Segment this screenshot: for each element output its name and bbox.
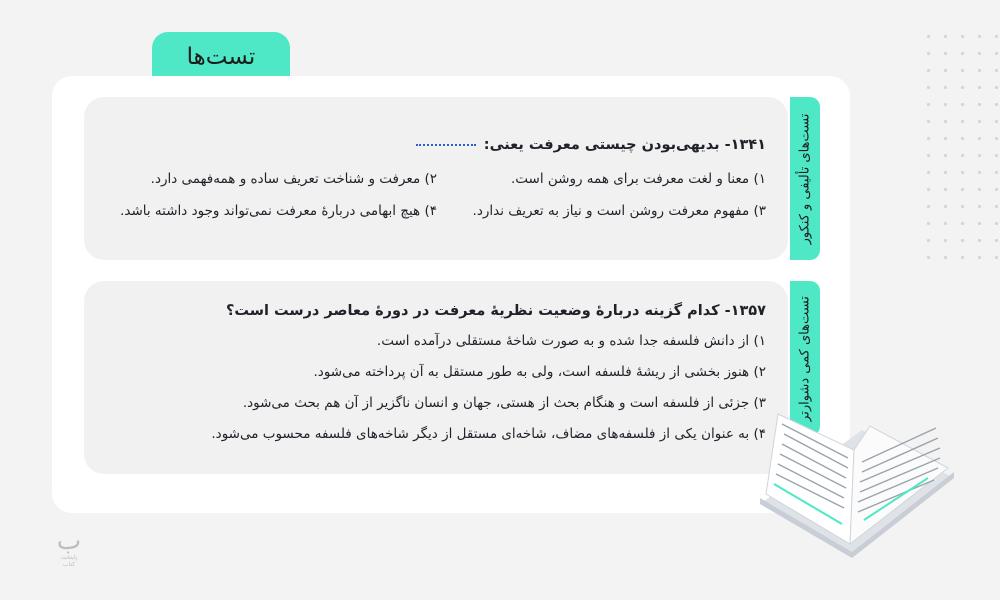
- publisher-logo-icon: ب: [56, 526, 82, 556]
- option-1-2: ۲) معرفت و شناخت تعریف ساده و همه‌فهمی دارد.: [150, 171, 437, 187]
- publisher-logo-text: پایتخت کتاب: [60, 554, 78, 568]
- question-panel-1: [84, 97, 788, 260]
- publisher-logo: [54, 528, 84, 568]
- side-tab-label: تست‌های کمی دشوارتر: [797, 295, 813, 422]
- open-book-icon: [752, 408, 962, 588]
- side-tab-label: تست‌های تألیفی و کنکور: [797, 113, 813, 244]
- page-title: تست‌ها: [152, 32, 290, 82]
- question-panel-2: [84, 281, 788, 474]
- option-2-2: ۲) هنوز بخشی از ریشهٔ فلسفه است، ولی به طور مستقل به آن پرداخته می‌شود.: [313, 364, 766, 380]
- option-1-4: ۴) هیچ ابهامی دربارهٔ معرفت نمی‌تواند وجود داشته باشد.: [120, 203, 437, 219]
- blank-line: [416, 144, 476, 146]
- option-2-1: ۱) از دانش فلسفه جدا شده و به صورت شاخهٔ مستقلی درآمده است.: [376, 333, 766, 349]
- dot-grid-decoration: [920, 28, 1000, 268]
- option-2-4: ۴) به عنوان یکی از فلسفه‌های مضاف، شاخه‌ای مستقل از دیگر شاخه‌های فلسفه محسوب می‌شود.: [211, 426, 766, 442]
- question-1: ۱۳۴۱- بدیهی‌بودن چیستی معرفت یعنی:: [416, 137, 766, 153]
- side-tab-authored-tests: [790, 97, 820, 260]
- option-2-3: ۳) جزئی از فلسفه است و هنگام بحث از هستی، جهان و انسان ناگزیر از آن هم بحث می‌شود.: [242, 395, 766, 411]
- question-2: ۱۳۵۷- کدام گزینه دربارهٔ وضعیت نظریهٔ معرفت در دورهٔ معاصر درست است؟: [225, 303, 766, 319]
- option-1-1: ۱) معنا و لغت معرفت برای همه روشن است.: [510, 171, 766, 187]
- option-1-3: ۳) مفهوم معرفت روشن است و نیاز به تعریف ندارد.: [472, 203, 766, 219]
